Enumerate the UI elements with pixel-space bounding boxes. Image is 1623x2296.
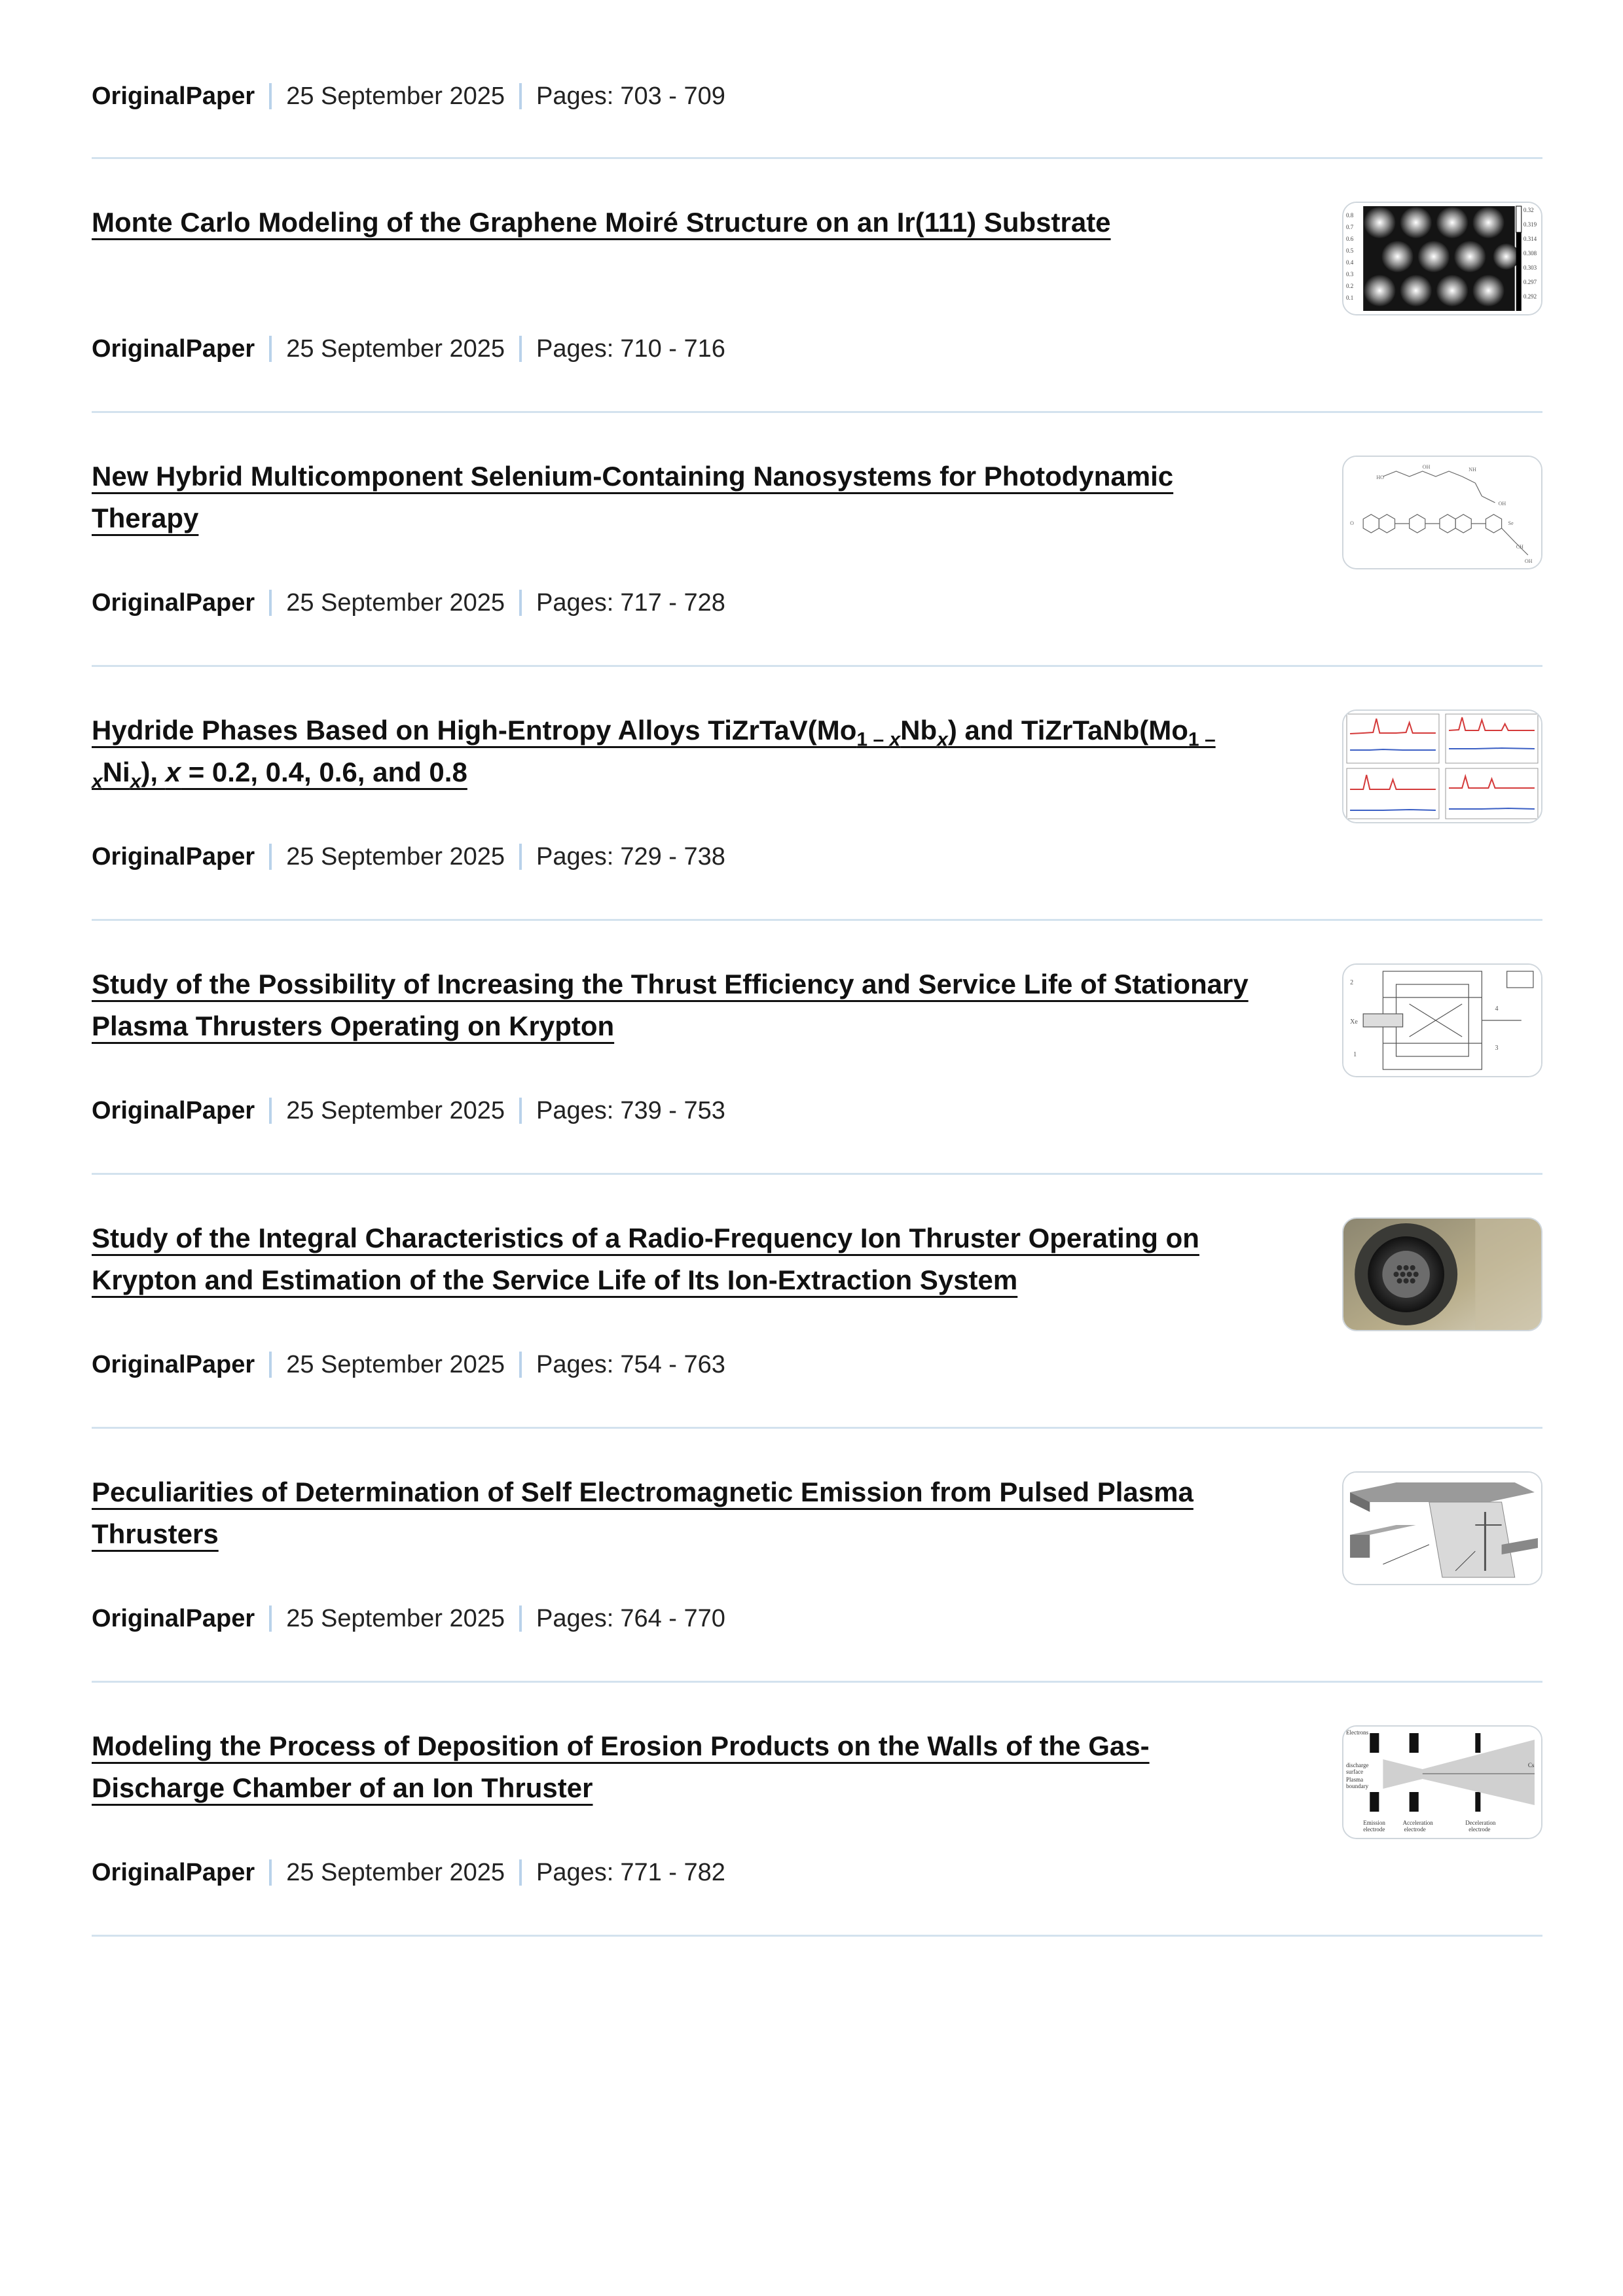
article-title-link[interactable]: New Hybrid Multicomponent Selenium-Containing Nanosystems for Photodynamic Therapy [92,461,1174,533]
meta-separator [269,1352,272,1378]
meta-separator [269,336,272,362]
article-title-link[interactable] [92,715,1216,793]
thruster-schematic-thumbnail[interactable] [1342,963,1542,1077]
article-meta [92,332,725,365]
article-type: OriginalPaper [92,335,255,363]
svg-text:4: 4 [1495,1005,1499,1013]
meta-separator [519,1352,522,1378]
article-type: OriginalPaper [92,1859,255,1886]
article-date: 25 September 2025 [286,82,505,110]
svg-text:electrode: electrode [1404,1826,1426,1833]
title-italic: x [165,757,181,787]
article-date: 25 September 2025 [286,1097,505,1124]
pages-label: Pages: [536,82,614,110]
title-text: Nb [900,715,938,745]
title-text: ), [141,757,166,787]
pages-label: Pages: [536,1605,614,1632]
pages-label: Pages: [536,1351,614,1378]
svg-text:0.319: 0.319 [1523,221,1537,228]
article-title-link[interactable]: Study of the Integral Characteristics of a Radio-Frequency Ion Thruster Operating on Krypton and Estimation of the Service Life of Its Ion-Extraction System [92,1223,1199,1295]
svg-text:Acceleration: Acceleration [1402,1820,1433,1826]
article-meta [92,80,725,113]
article-meta [92,586,725,619]
svg-text:electrode: electrode [1468,1826,1491,1833]
svg-text:Se: Se [1508,520,1514,526]
article-meta [92,1602,725,1635]
pages-label: Pages: [536,589,614,617]
article-meta [92,1856,725,1889]
svg-text:Deceleration: Deceleration [1465,1820,1496,1826]
svg-text:0.1: 0.1 [1346,295,1354,301]
title-subscript-italic: x [130,770,141,793]
article-meta [92,1348,725,1381]
meta-separator [269,1605,272,1632]
article-date: 25 September 2025 [286,1351,505,1378]
article-date: 25 September 2025 [286,1605,505,1632]
meta-separator [269,844,272,870]
xrd-spectra-thumbnail[interactable] [1342,709,1542,823]
divider [92,1681,1542,1683]
meta-separator [519,844,522,870]
title-subscript-text: 1 – [1188,728,1216,751]
article-title-link[interactable]: Modeling the Process of Deposition of Erosion Products on the Walls of the Gas-Discharge Chamber of an Ion Thruster [92,1731,1150,1803]
article-item [92,1471,1542,1723]
moire-heatmap-thumbnail[interactable] [1342,202,1542,315]
article-type: OriginalPaper [92,589,255,617]
meta-separator [269,1098,272,1124]
article-title-link[interactable]: Study of the Possibility of Increasing the Thrust Efficiency and Service Life of Stationary Plasma Thrusters Operating on Krypton [92,969,1249,1041]
svg-text:OH: OH [1422,464,1431,470]
svg-text:CH: CH [1516,544,1523,550]
article-date: 25 September 2025 [286,589,505,617]
svg-text:Emission: Emission [1363,1820,1385,1826]
pages-label: Pages: [536,1097,614,1124]
meta-separator [519,83,522,109]
article-title [92,1217,1277,1301]
article-date: 25 September 2025 [286,335,505,363]
svg-text:0.32: 0.32 [1523,207,1534,213]
svg-text:0.6: 0.6 [1346,236,1354,242]
article-type: OriginalPaper [92,1605,255,1632]
article-pages: 710 - 716 [620,335,725,363]
article-pages: 754 - 763 [620,1351,725,1378]
chemical-structure-thumbnail[interactable] [1342,456,1542,569]
article-item [92,1725,1542,1977]
article-type: OriginalPaper [92,82,255,110]
title-text: ) and TiZrTaNb(Mo [947,715,1188,745]
meta-separator [269,1859,272,1886]
article-pages: 764 - 770 [620,1605,725,1632]
article-item [92,1217,1542,1469]
article-item [92,709,1542,961]
article-pages: 717 - 728 [620,589,725,617]
svg-text:discharge: discharge [1346,1762,1369,1768]
article-date: 25 September 2025 [286,1859,505,1886]
svg-text:Plasma: Plasma [1346,1776,1364,1783]
title-subscript [130,770,141,792]
svg-text:0.297: 0.297 [1523,279,1537,285]
divider [92,1427,1542,1429]
ion-thruster-photo-thumbnail[interactable] [1342,1217,1542,1331]
svg-text:0.5: 0.5 [1346,247,1354,254]
meta-separator [519,590,522,616]
svg-text:NH: NH [1468,467,1476,473]
svg-text:Xe: Xe [1350,1018,1358,1026]
svg-text:0.303: 0.303 [1523,264,1537,271]
divider [92,411,1542,413]
article-title [92,963,1277,1047]
divider [92,157,1542,159]
svg-text:1: 1 [1353,1051,1357,1058]
title-subscript-italic: x [889,728,901,751]
svg-text:HO: HO [1376,475,1384,480]
article-pages: 771 - 782 [620,1859,725,1886]
title-subscript-italic: x [937,728,948,751]
svg-text:boundary: boundary [1346,1783,1369,1789]
pulsed-thruster-3d-thumbnail[interactable] [1342,1471,1542,1585]
pages-label: Pages: [536,335,614,363]
article-title [92,1471,1277,1555]
article-type: OriginalPaper [92,1351,255,1378]
article-pages: 739 - 753 [620,1097,725,1124]
svg-text:surface: surface [1346,1768,1364,1775]
article-item [92,963,1542,1215]
svg-text:3: 3 [1495,1045,1499,1052]
meta-separator [269,590,272,616]
svg-text:O: O [1350,520,1354,526]
article-date: 25 September 2025 [286,843,505,870]
title-subscript [856,728,900,750]
divider [92,1173,1542,1175]
svg-text:OH: OH [1498,501,1506,507]
svg-text:0.4: 0.4 [1346,259,1354,266]
divider [92,919,1542,921]
meta-separator [519,1098,522,1124]
svg-text:electrode: electrode [1363,1826,1385,1833]
article-title [92,1725,1277,1809]
article-item [92,456,1542,708]
article-pages: 703 - 709 [620,82,725,110]
title-subscript-italic: x [92,770,103,793]
meta-separator [519,1605,522,1632]
svg-text:0.7: 0.7 [1346,224,1354,230]
title-text: Hydride Phases Based on High-Entropy Alloys TiZrTaV(Mo [92,715,857,745]
article-type: OriginalPaper [92,843,255,870]
svg-text:0.292: 0.292 [1523,293,1537,300]
article-meta [92,840,725,873]
pages-label: Pages: [536,1859,614,1886]
divider [92,665,1542,667]
article-item [92,202,1542,454]
article-meta [92,1094,725,1127]
svg-text:0.314: 0.314 [1523,236,1537,242]
article-pages: 729 - 738 [620,843,725,870]
svg-text:2: 2 [1350,979,1354,986]
divider [92,1935,1542,1937]
article-title-link[interactable]: Monte Carlo Modeling of the Graphene Moiré Structure on an Ir(111) Substrate [92,207,1111,238]
svg-text:0.2: 0.2 [1346,283,1354,289]
svg-text:Electrons: Electrons [1346,1729,1369,1736]
meta-separator [269,83,272,109]
svg-text:Cs: Cs [1527,1762,1535,1768]
svg-text:0.3: 0.3 [1346,271,1354,278]
svg-text:0.308: 0.308 [1523,250,1537,257]
meta-separator [519,336,522,362]
pages-label: Pages: [536,843,614,870]
title-subscript [937,728,948,750]
article-title [92,456,1277,539]
electrode-diagram-thumbnail[interactable] [1342,1725,1542,1839]
title-text: Ni [102,757,130,787]
svg-text:OH: OH [1524,558,1533,564]
title-subscript-text: 1 – [856,728,890,751]
svg-text:0.8: 0.8 [1346,212,1354,219]
meta-separator [519,1859,522,1886]
article-type: OriginalPaper [92,1097,255,1124]
article-title [92,709,1277,793]
article-title [92,202,1277,243]
article-title-link[interactable]: Peculiarities of Determination of Self Electromagnetic Emission from Pulsed Plasma Thrusters [92,1477,1194,1549]
title-text: = 0.2, 0.4, 0.6, and 0.8 [181,757,467,787]
